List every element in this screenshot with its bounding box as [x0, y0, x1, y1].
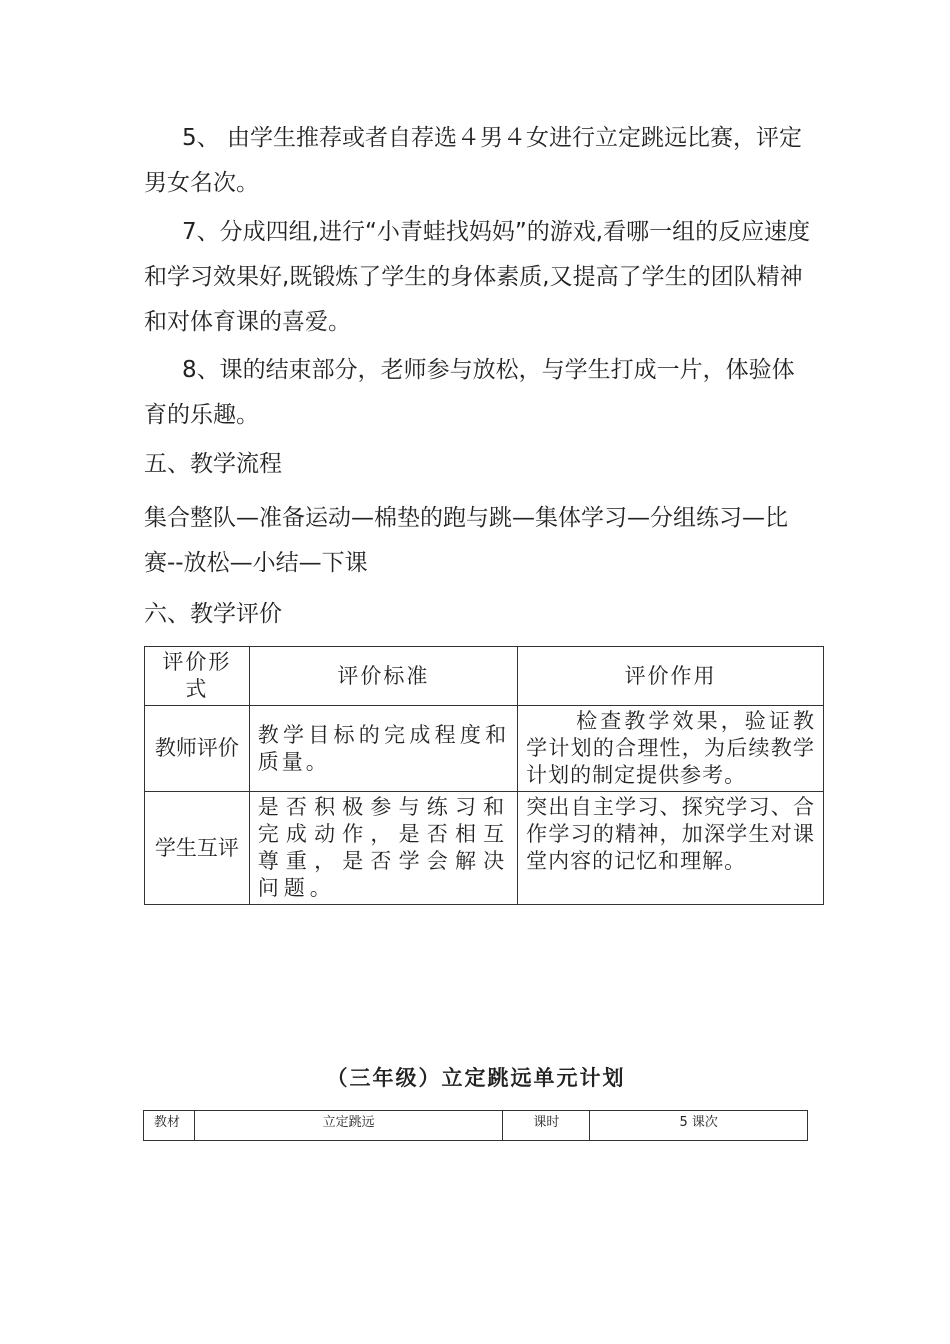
cell-standard: 教学目标的完成程度和质量。	[249, 706, 517, 792]
header-cell-effect: 评价作用	[518, 647, 824, 706]
paragraph-5: 5、 由学生推荐或者自荐选４男４女进行立定跳远比赛，评定男女名次。	[144, 125, 802, 196]
unit-plan-title: （三年级）立定跳远单元计划	[326, 1066, 626, 1090]
section-heading-flow: 五、教学流程	[144, 451, 282, 477]
cell-effect: 检查教学效果，验证教学计划的合理性，为后续教学计划的制定提供参考。	[518, 706, 824, 792]
evaluation-table	[144, 646, 824, 905]
unit-plan-table	[143, 1110, 808, 1141]
cell-hours-label: 课时	[503, 1111, 590, 1141]
table-row	[145, 792, 824, 905]
paragraph-7: 7、分成四组,进行“小青蛙找妈妈”的游戏,看哪一组的反应速度和学习效果好,既锻炼了学生的身体素质,又提高了学生的团队精神和对体育课的喜爱。	[144, 219, 811, 335]
cell-hours-value: 5 课次	[590, 1111, 808, 1141]
table-row	[144, 1111, 808, 1141]
cell-form: 教师评价	[145, 706, 250, 792]
table-row	[145, 706, 824, 792]
teaching-flow-text: 集合整队—准备运动—棉垫的跑与跳—集体学习—分组练习—比赛--放松—小结—下课	[144, 505, 788, 576]
header-cell-form: 评价形式	[145, 647, 250, 706]
table-header-row	[145, 647, 824, 706]
cell-material-label: 教材	[144, 1111, 195, 1141]
cell-standard: 是否积极参与练习和完成动作，是否相互尊重，是否学会解决问题。	[249, 792, 517, 905]
section-heading-evaluation: 六、教学评价	[144, 601, 282, 627]
cell-effect: 突出自主学习、探究学习、合作学习的精神，加深学生对课堂内容的记忆和理解。	[518, 792, 824, 905]
cell-form: 学生互评	[145, 792, 250, 905]
cell-material-value: 立定跳远	[194, 1111, 502, 1141]
header-cell-standard: 评价标准	[249, 647, 517, 706]
paragraph-8: 8、课的结束部分，老师参与放松，与学生打成一片，体验体育的乐趣。	[144, 357, 795, 428]
